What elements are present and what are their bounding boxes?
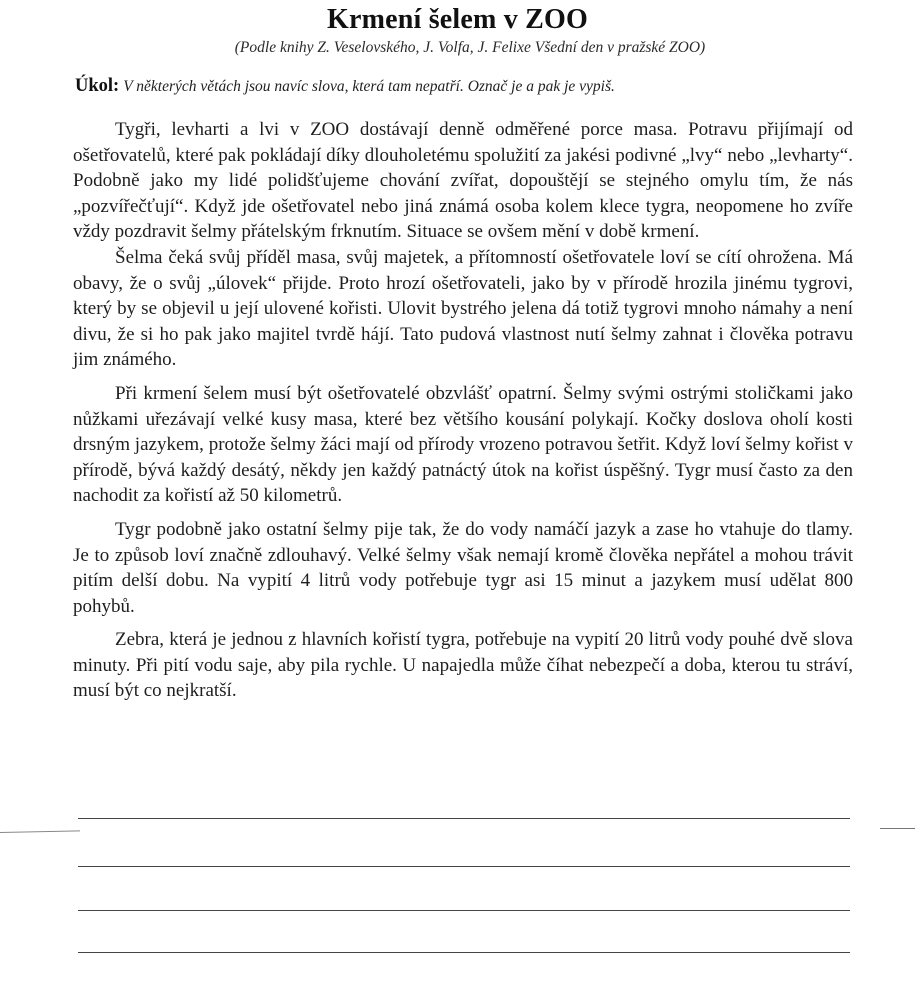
paragraph-2: Šelma čeká svůj příděl masa, svůj majetek, a přítomností ošetřovatele loví se cítí ohrožena. Má obavy, že o svůj „úlovek“ přijde. Proto hrozí ošetřovateli, jako by v přírodě hrozila jinému tygrovi, který by se objevil u její ulovené kořisti. Ulovit bystrého jelena dá totiž tygrovi mnoho námahy a není divu, že si ho pak jako majitel tvrdě hájí. Tato pudová vlastnost nutí šelmy zahnat i člověka potravu jim známého. <box>73 246 853 371</box>
paragraph-4: Tygr podobně jako ostatní šelmy pije tak, že do vody namáčí jazyk a zase ho vtahuje do tlamy. Je to způsob loví značně zdlouhavý. Velké šelmy však nemají kromě člověka nepřátel a mohou trávit pitím delší dobu. Na vypití 4 litrů vody potřebuje tygr asi 15 minut a jazykem musí udělat 800 pohybů. <box>73 518 853 617</box>
scan-artifact-line <box>0 830 80 833</box>
scan-artifact-line <box>880 828 915 829</box>
paragraph-5: Zebra, která je jednou z hlavních kořistí tygra, potřebuje na vypití 20 litrů vody pouhé dvě slova minuty. Při pití vodu saje, aby pila rychle. U napajedla může číhat nebezpečí a doba, kterou tu stráví, musí být co nejkratší. <box>73 629 853 702</box>
paragraph-1: Tygři, levharti a lvi v ZOO dostávají denně odměřené porce masa. Potravu přijímají od ošetřovatelů, které pak pokládají díky dlouholetému spolužití za jakési podivné „lvy“ nebo „levharty“. Podobně jako my lidé polidšťujeme chování zvířat, dopouštějí se stejného omylu tím, že nás „pozvířečťují“. Když jde ošetřovatel nebo jiná známá osoba kolem klece tygra, neopomene ho zvíře vždy pozdravit šelmy přátelským frknutím. Situace se ovšem mění v době krmení. <box>73 119 853 243</box>
task-label: Úkol: <box>75 76 120 96</box>
source-citation: (Podle knihy Z. Veselovského, J. Volfa, J. Felixe Všední den v pražské ZOO) <box>234 39 706 56</box>
paragraph-3: Při krmení šelem musí být ošetřovatelé obzvlášť opatrní. Šelmy svými ostrými stoličkami jako nůžkami uřezávají velké kusy masa, které bez většího kousání polykají. Kočky doslova oholí kosti drsným jazykem, protože šelmy žáci mají od přírody vrozeno potravou šetřit. Když loví šelmy kořist v přírodě, bývá každý desátý, někdy jen každý patnáctý útok na kořist úspěšný. Tygr musí často za den nachodit za kořistí až 50 kilometrů. <box>73 382 853 507</box>
page-title: Krmení šelem v ZOO <box>326 4 588 35</box>
answer-line[interactable] <box>78 818 850 819</box>
answer-line[interactable] <box>78 910 850 911</box>
answer-line[interactable] <box>78 866 850 867</box>
answer-line[interactable] <box>78 952 850 953</box>
task-text: V některých větách jsou navíc slova, která tam nepatří. Označ je a pak je vypiš. <box>123 78 615 95</box>
